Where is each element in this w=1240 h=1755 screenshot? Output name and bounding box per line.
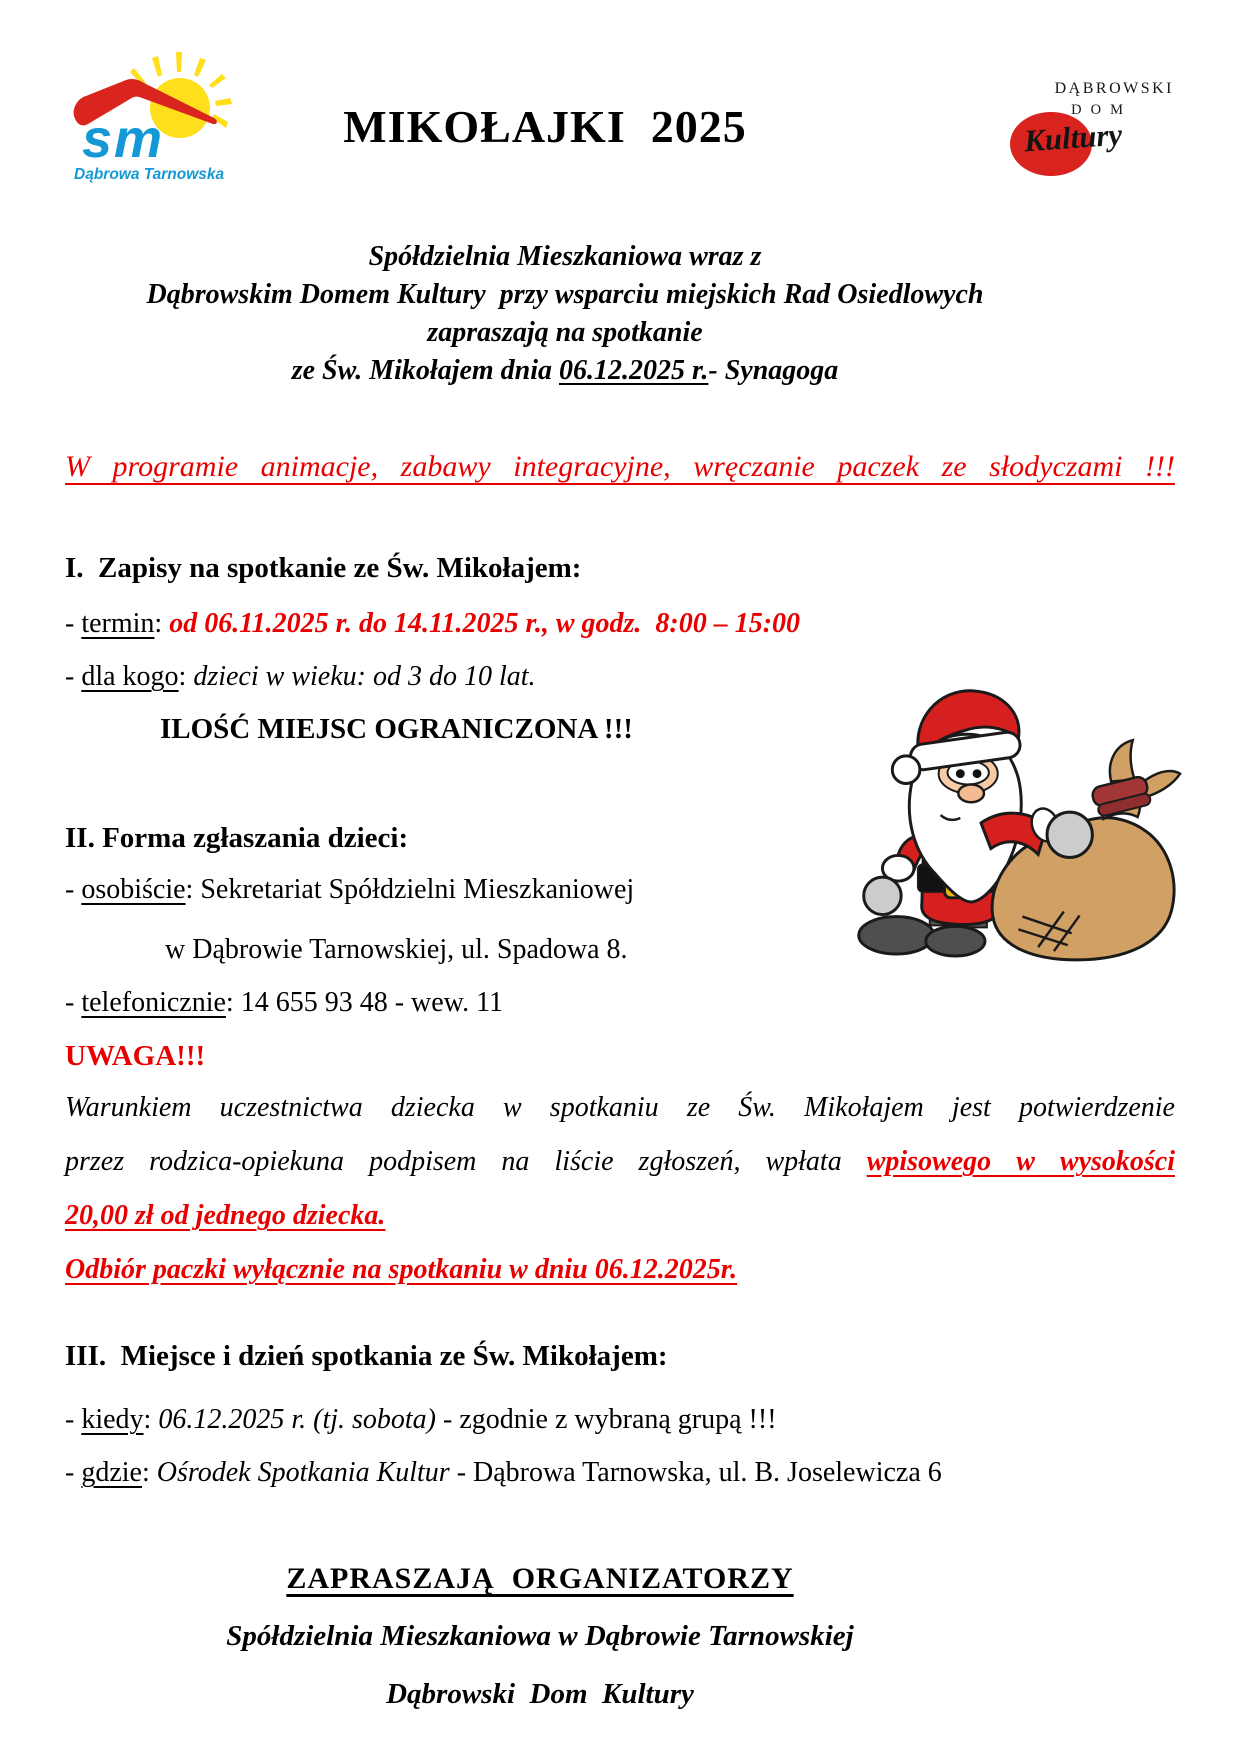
gdzie-rest: - Dąbrowa Tarnowska, ul. B. Joselewicza 6 xyxy=(449,1457,942,1488)
osobiscie-dash: - xyxy=(65,874,82,905)
telefonicznie-dash: - xyxy=(65,987,82,1018)
telefonicznie-value: 14 655 93 48 - wew. 11 xyxy=(240,987,504,1018)
kiedy-sep: : xyxy=(143,1404,159,1435)
intro-line-3: zapraszają na spotkanie xyxy=(427,317,703,348)
warning-line-2-black: przez rodzica-opiekuna podpisem na liście zgłoszeń, wpłata xyxy=(65,1146,867,1177)
dla-kogo-label: dla kogo xyxy=(81,661,179,692)
uwaga-heading: UWAGA!!! xyxy=(65,1040,206,1072)
intro-line-4-post: - Synagoga xyxy=(708,355,839,386)
warning-line-2-red: wpisowego w wysokości xyxy=(866,1146,1175,1177)
intro-line-1: Spółdzielnia Mieszkaniowa wraz z xyxy=(368,241,762,272)
footer-organizer-2: Dąbrowski Dom Kultury xyxy=(386,1678,694,1710)
intro-line-4 xyxy=(65,352,1065,390)
ddk-logo-line1: DĄBROWSKI xyxy=(1054,80,1174,97)
termin-line xyxy=(65,608,1175,640)
kiedy-date: 06.12.2025 r. (tj. sobota) xyxy=(158,1404,437,1435)
fee-line xyxy=(65,1200,1175,1232)
kiedy-line xyxy=(65,1404,1175,1436)
intro-line-4-pre: ze Św. Mikołajem dnia xyxy=(291,355,560,386)
warning-line-2 xyxy=(65,1146,1175,1178)
osobiscie-label: osobiście xyxy=(81,874,186,905)
osobiscie-value: Sekretariat Spółdzielni Mieszkaniowej xyxy=(200,874,635,905)
kiedy-label: kiedy xyxy=(81,1404,144,1435)
section1-heading: I. Zapisy na spotkanie ze Św. Mikołajem: xyxy=(65,552,582,584)
termin-dash: - xyxy=(65,608,82,639)
fee-amount: 20,00 zł od jednego dziecka. xyxy=(65,1200,386,1231)
pickup-text: Odbiór paczki wyłącznie na spotkaniu w dniu 06.12.2025r. xyxy=(65,1254,738,1285)
page-title: MIKOŁAJKI 2025 xyxy=(343,101,747,152)
footer-organizer-1: Spółdzielnia Mieszkaniowa w Dąbrowie Tarnowskiej xyxy=(226,1620,854,1652)
kiedy-dash: - xyxy=(65,1404,82,1435)
gdzie-label: gdzie xyxy=(81,1457,142,1488)
santa-clipart-image xyxy=(845,672,1185,964)
sm-logo-subtitle: Dąbrowa Tarnowska xyxy=(74,166,225,183)
program-banner: W programie animacje, zabawy integracyjne, wręczanie paczek ze słodyczami !!! xyxy=(65,450,1175,483)
section3-heading: III. Miejsce i dzień spotkania ze Św. Mikołajem: xyxy=(65,1340,668,1372)
dla-kogo-value: dzieci w wieku: od 3 do 10 lat. xyxy=(193,661,536,692)
kiedy-rest: - zgodnie z wybraną grupą !!! xyxy=(436,1404,777,1435)
gdzie-dash: - xyxy=(65,1457,82,1488)
telefonicznie-line xyxy=(65,987,1175,1019)
section2-heading: II. Forma zgłaszania dzieci: xyxy=(65,822,409,854)
osobiscie-sep: : xyxy=(185,874,201,905)
telefonicznie-sep: : xyxy=(225,987,241,1018)
event-date: 06.12.2025 r. xyxy=(559,355,709,386)
footer-organizers-text: ZAPRASZAJĄ ORGANIZATORZY xyxy=(286,1562,794,1595)
intro-line-2: Dąbrowskim Domem Kultury przy wsparciu miejskich Rad Osiedlowych xyxy=(146,279,984,310)
ddk-logo-line2: DOM xyxy=(1071,102,1132,118)
dla-kogo-sep: : xyxy=(178,661,194,692)
intro-block xyxy=(65,238,1065,390)
dla-kogo-dash: - xyxy=(65,661,82,692)
santa-with-sack-icon xyxy=(845,672,1185,964)
address-line: w Dąbrowie Tarnowskiej, ul. Spadowa 8. xyxy=(165,934,628,965)
termin-sep: : xyxy=(154,608,170,639)
ddk-logo xyxy=(1008,80,1178,185)
termin-label: termin xyxy=(81,608,155,639)
ddk-logo-script: Kultury xyxy=(1022,116,1124,159)
termin-value: od 06.11.2025 r. do 14.11.2025 r., w godz. 8:00 – 15:00 xyxy=(169,608,801,639)
footer-organizers-heading xyxy=(65,1562,1015,1596)
gdzie-line xyxy=(65,1457,1175,1489)
gdzie-sep: : xyxy=(141,1457,157,1488)
telefonicznie-label: telefonicznie xyxy=(81,987,226,1018)
pickup-line xyxy=(65,1254,1175,1286)
warning-line-1: Warunkiem uczestnictwa dziecka w spotkaniu ze Św. Mikołajem jest potwierdzenie xyxy=(65,1092,1175,1123)
sm-logo-abbr: sm xyxy=(82,109,165,169)
limited-places-line: ILOŚĆ MIEJSC OGRANICZONA !!! xyxy=(160,713,633,745)
gdzie-place: Ośrodek Spotkania Kultur xyxy=(156,1457,450,1488)
